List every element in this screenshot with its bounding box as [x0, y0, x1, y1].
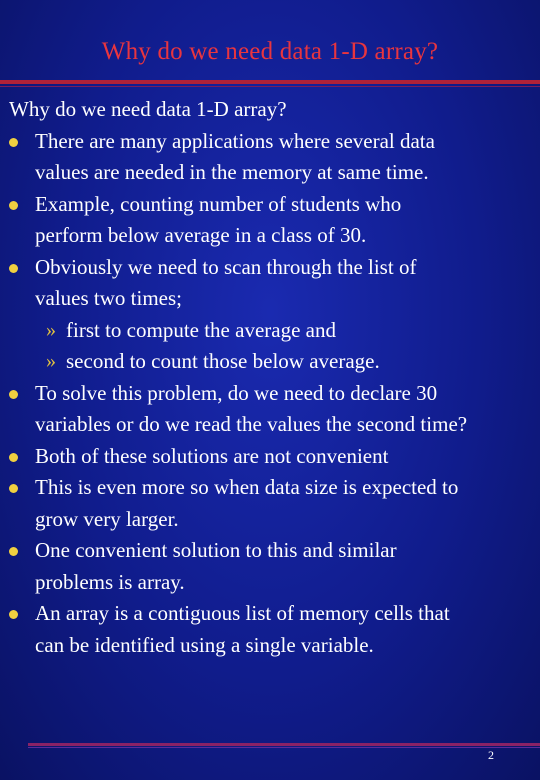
bullet-item [9, 472, 535, 535]
bullet-item [9, 126, 535, 189]
bullet-line: Both of these solutions are not convenient [35, 443, 389, 468]
bullet-line: values are needed in the memory at same time. [35, 160, 429, 184]
title-divider-thin [0, 86, 540, 87]
bullet-line: To solve this problem, do we need to declare 30 [35, 380, 438, 405]
bullet-icon [9, 547, 18, 556]
double-chevron-right-icon: » [46, 350, 56, 372]
bullet-icon [9, 610, 18, 619]
footer-divider-thin [28, 747, 540, 748]
bullet-icon [9, 264, 18, 273]
bullet-line: Obviously we need to scan through the list of [35, 254, 417, 279]
bullet-line: values two times; [35, 286, 182, 310]
bullet-item [9, 189, 535, 252]
bullet-icon [9, 390, 18, 399]
bullet-item [9, 441, 535, 473]
page-number: 2 [488, 748, 494, 762]
sub-item-text: first to compute the average and [66, 317, 336, 342]
bullet-line: variables or do we read the values the second time? [35, 412, 468, 436]
title-divider [0, 80, 540, 84]
sub-item-text: second to count those below average. [66, 349, 380, 373]
bullet-line: One convenient solution to this and similar [35, 538, 397, 562]
bullet-item [9, 535, 535, 598]
body-heading: Why do we need data 1-D array? [9, 97, 287, 121]
bullet-line: problems is array. [35, 569, 185, 594]
slide-body [9, 94, 535, 661]
bullet-item [9, 378, 535, 441]
bullet-icon [9, 484, 18, 493]
bullet-icon [9, 453, 18, 462]
bullet-line: Example, counting number of students who [35, 191, 402, 216]
footer-divider [28, 743, 540, 746]
bullet-line: grow very larger. [35, 506, 179, 531]
slide-title: Why do we need data 1-D array? [101, 38, 439, 65]
bullet-icon [9, 201, 18, 210]
bullet-item [9, 598, 535, 661]
bullet-line: There are many applications where several data [35, 128, 435, 153]
bullet-item [9, 252, 535, 315]
sub-item [9, 315, 535, 347]
bullet-line: This is even more so when data size is expected to [35, 475, 459, 499]
bullet-line: perform below average in a class of 30. [35, 223, 367, 247]
sub-item [9, 346, 535, 378]
bullet-line: An array is a contiguous list of memory cells that [35, 601, 450, 625]
double-chevron-right-icon: » [46, 318, 56, 341]
bullet-line: can be identified using a single variable. [35, 632, 374, 657]
bullet-icon [9, 138, 18, 147]
